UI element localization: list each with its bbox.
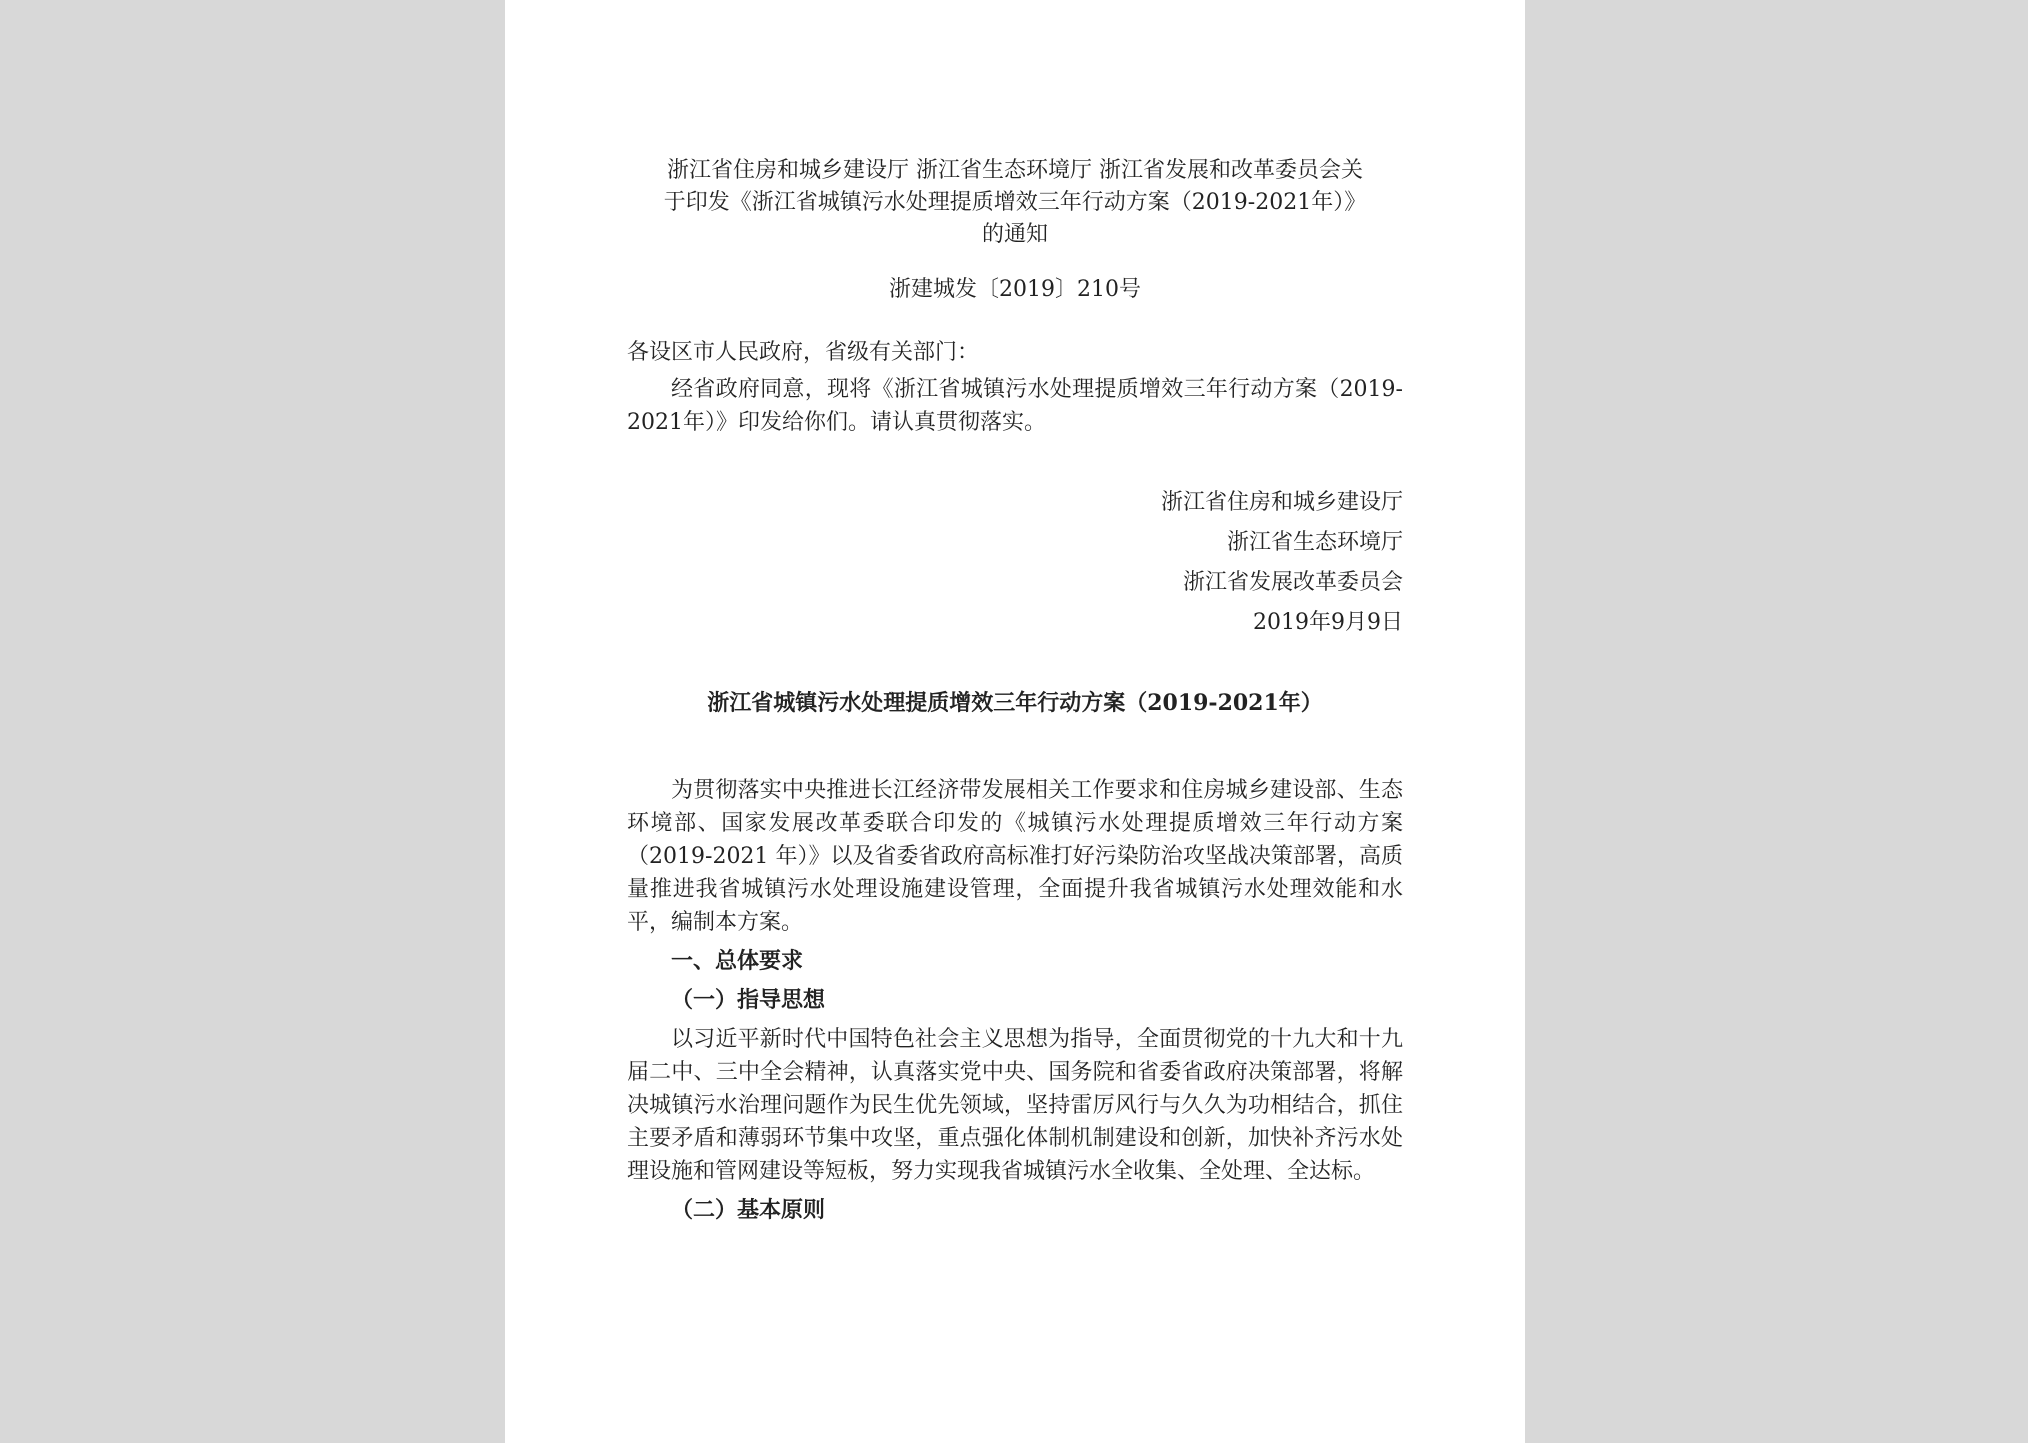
guiding-paragraph: 以习近平新时代中国特色社会主义思想为指导，全面贯彻党的十九大和十九届二中、三中全会精神，认真落实党中央、国务院和省委省政府决策部署，将解决城镇污水治理问题作为民生优先领域，坚持雷厉风行与久久为功相结合，抓住主要矛盾和薄弱环节集中攻坚，重点强化体制机制建设和创新，加快补齐污水处理设施和管网建设等短板，努力实现我省城镇污水全收集、全处理、全达标。 — [627, 1027, 1403, 1184]
notice-title — [627, 155, 1403, 251]
subsection-heading: （一）指导思想 — [671, 987, 826, 1013]
signature-line: 浙江省生态环境厅 — [1226, 530, 1403, 555]
signature-line: 浙江省发展改革委员会 — [1182, 570, 1403, 595]
plan-title: 浙江省城镇污水处理提质增效三年行动方案（2019-2021年） — [707, 690, 1323, 716]
document-page — [505, 0, 1525, 1443]
notice-body: 经省政府同意，现将《浙江省城镇污水处理提质增效三年行动方案（2019-2021年）》印发给你们。请认真贯彻落实。 — [627, 377, 1403, 435]
document-number: 浙建城发〔2019〕210号 — [889, 277, 1141, 302]
signature-line: 浙江省住房和城乡建设厅 — [1160, 490, 1403, 515]
document-content — [627, 155, 1403, 1233]
plan-intro-paragraph: 为贯彻落实中央推进长江经济带发展相关工作要求和住房城乡建设部、生态环境部、国家发展改革委联合印发的《城镇污水处理提质增效三年行动方案（2019-2021 年）》以及省委省政府高标准打好污染防治攻坚战决策部署，高质量推进我省城镇污水处理设施建设管理，全面提升我省城镇污水处理效能和水平，编制本方案。 — [627, 778, 1403, 935]
plan-body — [627, 774, 1403, 1227]
section-heading: 一、总体要求 — [671, 948, 804, 974]
subsection-heading: （二）基本原则 — [671, 1197, 826, 1223]
salutation: 各设区市人民政府，省级有关部门： — [627, 340, 980, 365]
notice-title-line: 浙江省住房和城乡建设厅 浙江省生态环境厅 浙江省发展和改革委员会关 — [667, 158, 1363, 183]
notice-title-line: 于印发《浙江省城镇污水处理提质增效三年行动方案（2019-2021年）》 — [663, 190, 1367, 215]
signature-date: 2019年9月9日 — [1253, 610, 1403, 635]
notice-title-line: 的通知 — [981, 222, 1048, 247]
signature-block — [627, 483, 1403, 643]
